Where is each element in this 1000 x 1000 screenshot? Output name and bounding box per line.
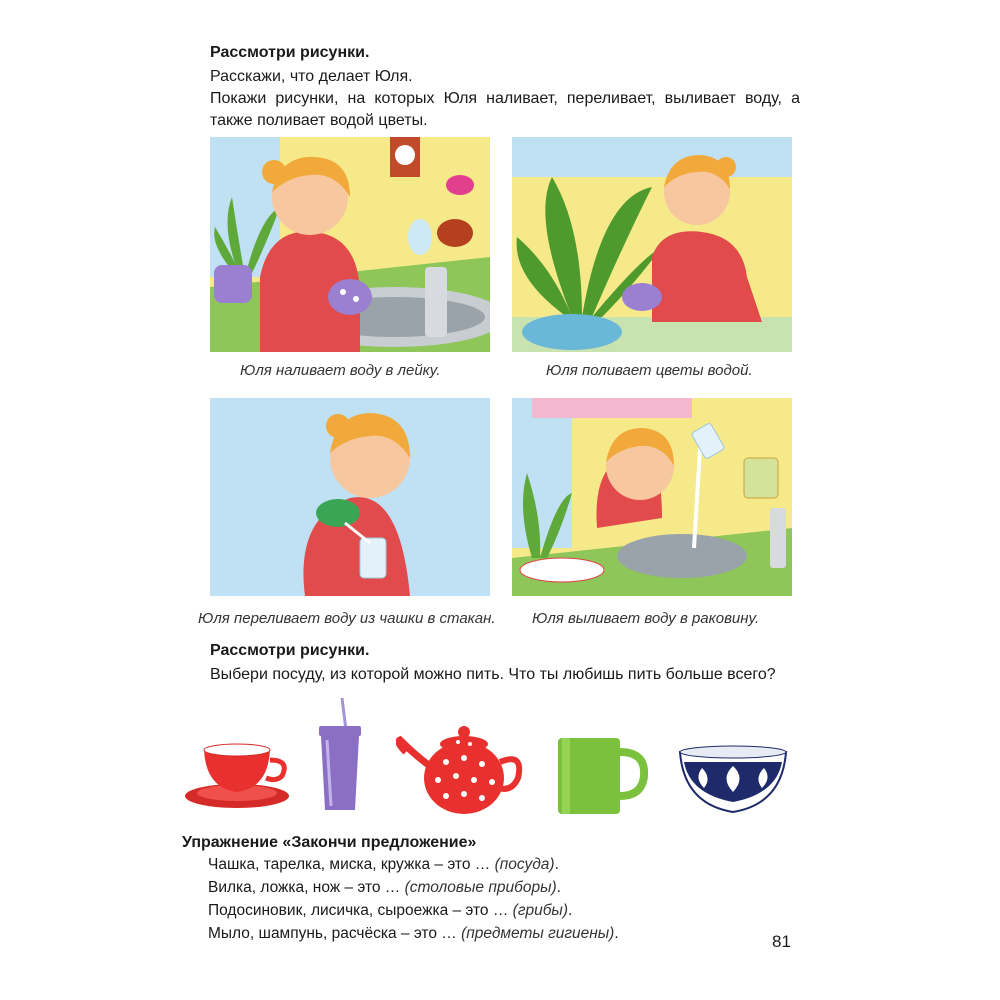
- caption-pic1: Юля наливает воду в лейку.: [240, 362, 441, 379]
- red-polka-teapot-icon: [396, 712, 528, 816]
- picture-water-plant: [512, 137, 792, 352]
- section1-line2: Покажи рисунки, на которых Юля наливает, переливает, выливает воду, а также поливает водой цветы.: [210, 90, 800, 129]
- section2-line1: Выбери посуду, из которой можно пить. Что ты любишь пить больше всего?: [210, 666, 776, 683]
- exercise-line: Мыло, шампунь, расчёска – это … (предметы гигиены).: [208, 925, 619, 942]
- page-number: 81: [772, 932, 791, 951]
- red-teacup-icon: [182, 738, 292, 813]
- picture-fill-watering-can: [210, 137, 490, 352]
- section1-line1: Расскажи, что делает Юля.: [210, 68, 413, 85]
- exercise-line: Чашка, тарелка, миска, кружка – это … (посуда).: [208, 856, 559, 873]
- caption-pic3: Юля переливает воду из чашки в стакан.: [198, 610, 496, 627]
- section1-title: Рассмотри рисунки.: [210, 44, 370, 61]
- exercise-line: Подосиновик, лисичка, сыроежка – это … (грибы).: [208, 902, 573, 919]
- caption-pic2: Юля поливает цветы водой.: [546, 362, 753, 379]
- caption-pic4: Юля выливает воду в раковину.: [532, 610, 760, 627]
- exercise-title: Упражнение «Закончи предложение»: [182, 834, 477, 851]
- picture-pour-into-sink: [512, 398, 792, 596]
- section2-title: Рассмотри рисунки.: [210, 642, 370, 659]
- purple-tumbler-icon: [316, 698, 364, 813]
- exercise-line: Вилка, ложка, нож – это … (столовые приборы).: [208, 879, 561, 896]
- picture-pour-cup-to-glass: [210, 398, 490, 596]
- patterned-bowl-icon: [676, 744, 790, 816]
- green-mug-icon: [556, 734, 648, 816]
